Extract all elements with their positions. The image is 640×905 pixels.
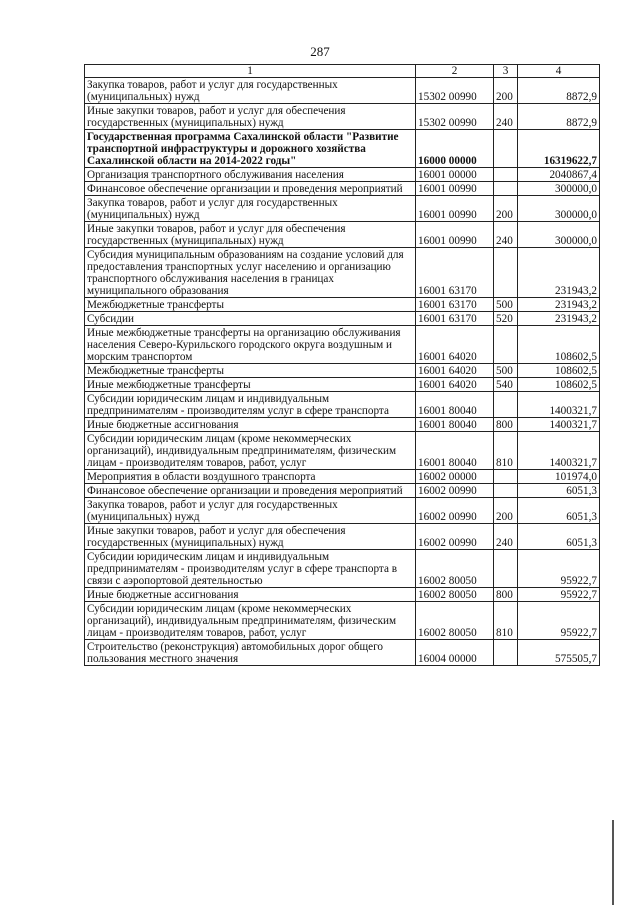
row-name-cell: Государственная программа Сахалинской области "Развитие транспортной инфраструктуры и дорожного хозяйства Сахалинской области на 2014-2022 годы" [85,130,416,168]
table-row [85,182,600,196]
page-number: 287 [310,44,330,59]
row-code-cell: 16002 00990 [416,524,494,550]
table-row [85,470,600,484]
row-type-cell [494,640,518,666]
row-type-cell: 500 [494,298,518,312]
table-row [85,196,600,222]
row-type-cell [494,168,518,182]
row-name-cell: Иные закупки товаров, работ и услуг для обеспечения государственных (муниципальных) нужд [85,222,416,248]
row-code-cell: 16000 00000 [416,130,494,168]
table-row [85,484,600,498]
row-type-cell: 800 [494,588,518,602]
row-name-cell: Субсидии юридическим лицам (кроме некоммерческих организаций), индивидуальным предпринимателям, физическим лицам - производителям товаров, работ, услуг [85,432,416,470]
row-sum-cell: 2040867,4 [518,168,600,182]
header-row [85,65,600,78]
row-type-cell [494,470,518,484]
row-type-cell: 200 [494,78,518,104]
row-code-cell: 16001 00990 [416,182,494,196]
row-type-cell [494,484,518,498]
row-name-cell: Иные межбюджетные трансферты [85,378,416,392]
table-row [85,298,600,312]
row-name-cell: Субсидии юридическим лицам и индивидуальным предпринимателям - производителям услуг в сфере транспорта [85,392,416,418]
table-row [85,378,600,392]
row-code-cell: 16001 64020 [416,326,494,364]
row-code-cell: 16001 63170 [416,312,494,326]
row-name-cell: Финансовое обеспечение организации и проведения мероприятий [85,484,416,498]
table-row [85,588,600,602]
header-col-1: 1 [85,65,416,78]
row-sum-cell: 108602,5 [518,326,600,364]
row-name-cell: Межбюджетные трансферты [85,364,416,378]
row-sum-cell: 95922,7 [518,550,600,588]
row-code-cell: 16004 00000 [416,640,494,666]
row-code-cell: 16001 00990 [416,196,494,222]
row-name-cell: Закупка товаров, работ и услуг для государственных (муниципальных) нужд [85,498,416,524]
row-code-cell: 16001 63170 [416,248,494,298]
table-row [85,498,600,524]
row-type-cell [494,326,518,364]
row-code-cell: 16001 80040 [416,432,494,470]
row-sum-cell: 16319622,7 [518,130,600,168]
budget-table [84,64,600,666]
row-sum-cell: 95922,7 [518,602,600,640]
row-name-cell: Субсидии [85,312,416,326]
row-name-cell: Закупка товаров, работ и услуг для государственных (муниципальных) нужд [85,78,416,104]
header-col-4: 4 [518,65,600,78]
row-type-cell [494,130,518,168]
row-name-cell: Организация транспортного обслуживания населения [85,168,416,182]
row-name-cell: Мероприятия в области воздушного транспорта [85,470,416,484]
header-col-2: 2 [416,65,494,78]
row-sum-cell: 6051,3 [518,524,600,550]
table-row [85,78,600,104]
row-code-cell: 16002 00990 [416,484,494,498]
table-row [85,524,600,550]
row-sum-cell: 1400321,7 [518,392,600,418]
row-code-cell: 15302 00990 [416,104,494,130]
table-row [85,248,600,298]
row-name-cell: Субсидия муниципальным образованиям на создание условий для предоставления транспортных услуг населению и организацию транспортного обслуживания населения в границах муниципального образования [85,248,416,298]
row-type-cell: 240 [494,104,518,130]
row-type-cell: 200 [494,498,518,524]
row-name-cell: Финансовое обеспечение организации и проведения мероприятий [85,182,416,196]
row-type-cell: 810 [494,432,518,470]
row-code-cell: 16002 00990 [416,498,494,524]
table-row [85,432,600,470]
row-type-cell: 240 [494,222,518,248]
row-code-cell: 16001 63170 [416,298,494,312]
row-sum-cell: 108602,5 [518,378,600,392]
row-sum-cell: 300000,0 [518,196,600,222]
row-type-cell: 500 [494,364,518,378]
row-name-cell: Иные межбюджетные трансферты на организацию обслуживания населения Северо-Курильского городского округа воздушным и морским транспортом [85,326,416,364]
row-type-cell: 800 [494,418,518,432]
header-col-3: 3 [494,65,518,78]
table-row [85,602,600,640]
row-code-cell: 16001 00000 [416,168,494,182]
row-name-cell: Иные бюджетные ассигнования [85,418,416,432]
table-body [85,78,600,666]
row-sum-cell: 8872,9 [518,78,600,104]
row-code-cell: 16002 00000 [416,470,494,484]
row-code-cell: 16001 64020 [416,364,494,378]
row-code-cell: 16001 64020 [416,378,494,392]
row-sum-cell: 6051,3 [518,498,600,524]
row-type-cell [494,392,518,418]
row-code-cell: 16002 80050 [416,550,494,588]
table-row [85,418,600,432]
row-type-cell [494,182,518,196]
row-sum-cell: 575505,7 [518,640,600,666]
row-code-cell: 16002 80050 [416,588,494,602]
table-row [85,104,600,130]
row-name-cell: Иные закупки товаров, работ и услуг для обеспечения государственных (муниципальных) нужд [85,524,416,550]
row-sum-cell: 101974,0 [518,470,600,484]
row-sum-cell: 231943,2 [518,248,600,298]
table-row [85,168,600,182]
row-sum-cell: 300000,0 [518,182,600,196]
table-row [85,312,600,326]
row-code-cell: 16001 80040 [416,392,494,418]
row-sum-cell: 95922,7 [518,588,600,602]
row-sum-cell: 231943,2 [518,312,600,326]
row-type-cell [494,248,518,298]
row-code-cell: 16002 80050 [416,602,494,640]
margin-line [612,820,614,905]
row-sum-cell: 231943,2 [518,298,600,312]
row-sum-cell: 1400321,7 [518,432,600,470]
row-code-cell: 16001 80040 [416,418,494,432]
table-row [85,326,600,364]
table-row [85,130,600,168]
row-type-cell: 240 [494,524,518,550]
row-sum-cell: 108602,5 [518,364,600,378]
row-code-cell: 15302 00990 [416,78,494,104]
row-type-cell: 540 [494,378,518,392]
row-code-cell: 16001 00990 [416,222,494,248]
row-name-cell: Субсидии юридическим лицам и индивидуальным предпринимателям - производителям услуг в сфере транспорта в связи с аэропортовой деятельностью [85,550,416,588]
row-type-cell: 810 [494,602,518,640]
row-sum-cell: 6051,3 [518,484,600,498]
row-name-cell: Иные закупки товаров, работ и услуг для обеспечения государственных (муниципальных) нужд [85,104,416,130]
table-row [85,392,600,418]
row-name-cell: Межбюджетные трансферты [85,298,416,312]
row-name-cell: Закупка товаров, работ и услуг для государственных (муниципальных) нужд [85,196,416,222]
table-row [85,222,600,248]
row-type-cell: 520 [494,312,518,326]
row-name-cell: Строительство (реконструкция) автомобильных дорог общего пользования местного значения [85,640,416,666]
table-row [85,550,600,588]
row-name-cell: Субсидии юридическим лицам (кроме некоммерческих организаций), индивидуальным предпринимателям, физическим лицам - производителям товаров, работ, услуг [85,602,416,640]
row-name-cell: Иные бюджетные ассигнования [85,588,416,602]
row-sum-cell: 1400321,7 [518,418,600,432]
table-row [85,364,600,378]
table-row [85,640,600,666]
row-sum-cell: 8872,9 [518,104,600,130]
row-type-cell: 200 [494,196,518,222]
row-type-cell [494,550,518,588]
row-sum-cell: 300000,0 [518,222,600,248]
